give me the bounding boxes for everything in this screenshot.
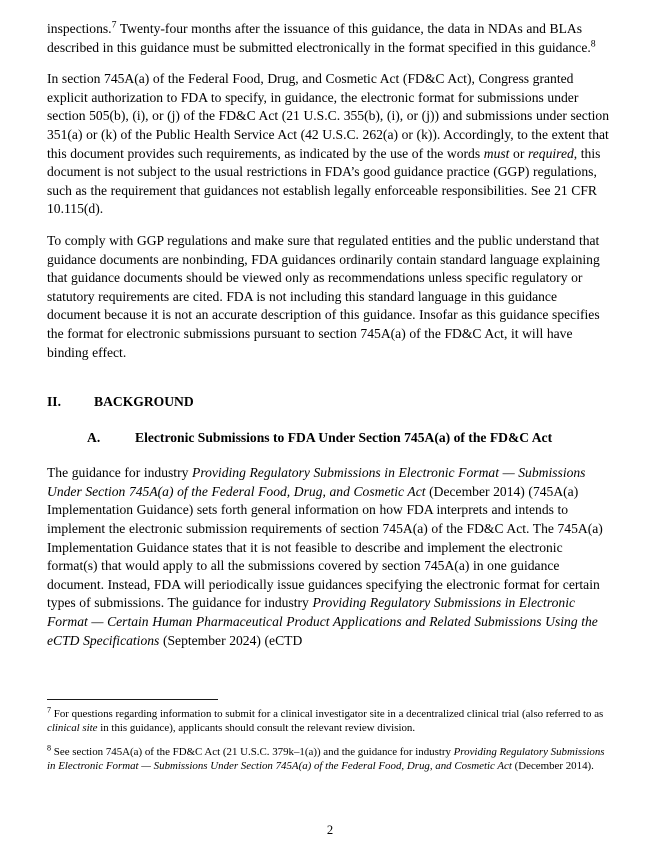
footnote-8-part-2: (December 2014).	[511, 759, 594, 772]
paragraph-4-part-2: (December 2014) (745A(a) Implementation Guidance) sets forth general information on how FDA interprets and intends to implement the electronic submission requirements of section 745A(a) of the FD&C Act. The 745A(a) Implementation Guidance states that it is not feasible to describe and implement the electronic format(s) that would apply to all the submissions covered by section 745A(a) in one guidance document. Instead, FDA will periodically issue guidances specifying the electronic format for certain types of submissions. The guidance for industry	[47, 483, 603, 611]
paragraph-inspections	[47, 20, 613, 57]
paragraph-2-part-1: In section 745A(a) of the Federal Food, Drug, and Cosmetic Act (FD&C Act), Congress granted explicit authorization to FDA to specify, in guidance, the electronic format for submissions under section 505(b), (i), or (j) of the FD&C Act (21 U.S.C. 355(b), (i), or (j)) and submissions under section 351(a) or (k) of the Public Health Service Act (42 U.S.C. 262(a) or (k)). Accordingly, to the extent that this document provides such requirements, as indicated by the use of the words	[47, 71, 609, 161]
footnote-8-italic-guidance-title: Providing Regulatory Submissions in Electronic Format — Submissions Under Section 745A(a) of the Federal Food, Drug, and Cosmetic Act	[47, 745, 605, 772]
section-title: BACKGROUND	[94, 394, 194, 410]
paragraph-4-italic-guidance-title-2: Providing Regulatory Submissions in Electronic Format — Certain Human Pharmaceutical Product Applications and Related Submissions Using the eCTD Specifications	[47, 595, 598, 648]
spacer-before-subsection-heading	[47, 412, 613, 429]
paragraph-4-italic-guidance-title-1: Providing Regulatory Submissions in Electronic Format — Submissions Under Section 745A(a) of the Federal Food, Drug, and Cosmetic Act	[47, 465, 586, 499]
paragraph-2-italic-required: required	[527, 145, 574, 161]
subsection-title: Electronic Submissions to FDA Under Section 745A(a) of the FD&C Act	[135, 429, 553, 445]
page-body-content	[47, 20, 613, 650]
paragraph-1-text-before-footnote-7: inspections.	[47, 21, 112, 36]
subsection-number: A.	[87, 429, 101, 445]
footnote-7-marker: 7	[47, 705, 52, 715]
footnote-7-part-1: For questions regarding information to submit for a clinical investigator site in a decentralized clinical trial (also referred to as	[51, 708, 604, 720]
footnote-8-marker: 8	[47, 742, 52, 752]
paragraph-2-italic-must: must	[483, 145, 510, 161]
paragraph-ggp-compliance: To comply with GGP regulations and make sure that regulated entities and the public understand that guidance documents are nonbinding, FDA guidances ordinarily contain standard language explaining that guidance documents should be viewed only as recommendations unless specific regulatory or statutory requirements are cited. FDA is not including this standard language in this guidance document because it is not an accurate description of this guidance. Insofar as this guidance specifies the format for electronic submissions pursuant to section 745A(a) of the FD&C Act, it will have binding effect.	[47, 232, 600, 360]
footnote-7	[47, 707, 613, 736]
footnote-7-part-2: in this guidance), applicants should consult the relevant review division.	[97, 722, 416, 735]
footnote-marker-7[interactable]: 7	[111, 19, 117, 31]
subsection-heading-electronic-submissions	[47, 429, 613, 448]
paragraph-1-text-after-footnote-7: Twenty-four months after the issuance of this guidance, the data in NDAs and BLAs described in this guidance must be submitted electronically in the format specified in this guidance.	[47, 21, 591, 55]
page-number: 2	[326, 823, 334, 837]
footnote-8-part-1: See section 745A(a) of the FD&C Act (21 U.S.C. 379k–1(a)) and the guidance for industry	[51, 745, 454, 758]
paragraph-745a-implementation-guidance	[47, 464, 613, 650]
footnote-8	[47, 742, 613, 774]
section-heading-background	[47, 393, 613, 412]
paragraph-4-part-1: The guidance for industry	[47, 465, 193, 481]
footnotes-section	[47, 699, 613, 782]
footnote-marker-8[interactable]: 8	[590, 38, 596, 50]
spacer-after-subsection-heading	[47, 447, 613, 464]
paragraph-4-part-3: (September 2024) (eCTD	[159, 632, 303, 648]
paragraph-2-part-3: , this document is not subject to the usual restrictions in FDA’s good guidance practice (GGP) regulations, such as the requirement that guidances not establish legally enforceable responsibilities. See 21 CFR 10.115(d).	[47, 145, 601, 217]
spacer-before-section-heading	[47, 362, 613, 393]
footnote-separator-rule	[47, 699, 218, 700]
footnote-7-italic-clinical-site: clinical site	[47, 722, 98, 735]
paragraph-2-part-2: or	[509, 145, 528, 161]
paragraph-section-745a-authorization	[47, 70, 613, 219]
section-number: II.	[47, 394, 61, 410]
